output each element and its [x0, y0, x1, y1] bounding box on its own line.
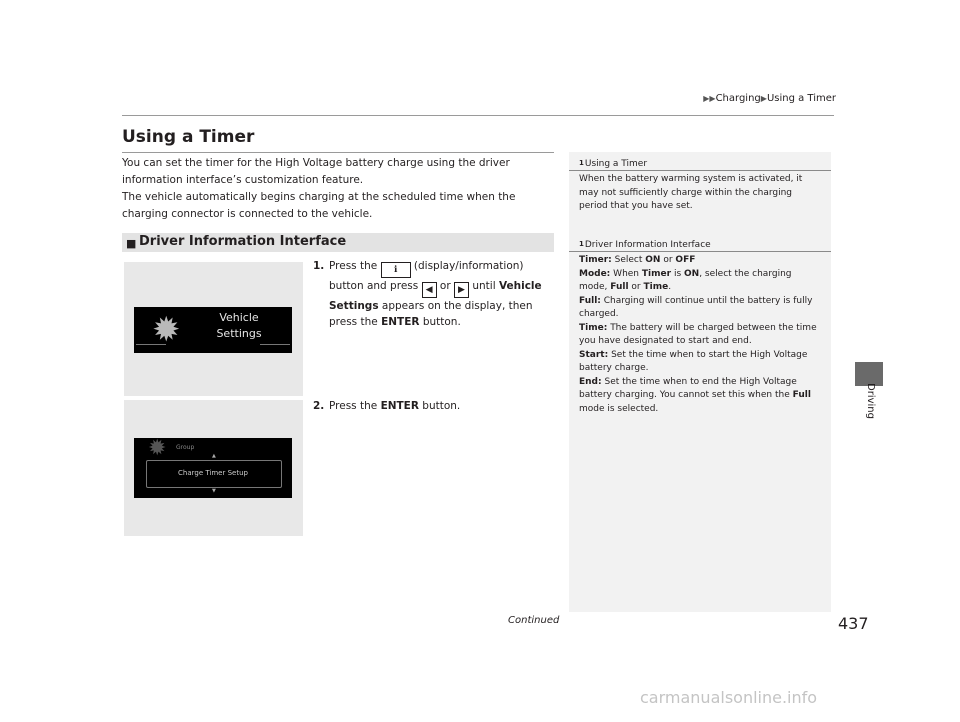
note-item-timer: Timer: Select ON or OFF [579, 255, 696, 265]
note-body: When the battery warming system is activated, it may not sufficiently charge within the charging period that you have set. [579, 174, 803, 211]
note-using-a-timer [569, 157, 831, 214]
screen-border [260, 344, 290, 353]
section-heading [122, 233, 554, 252]
note-item-time: Time: The battery will be charged between the time you have designated to start and end. [579, 322, 817, 346]
display-information-button-icon: ℹ [381, 262, 411, 278]
gear-icon: ✹ [152, 310, 181, 350]
intro-paragraph-1: You can set the timer for the High Voltage battery charge using the driver information interface’s customization feature. [122, 157, 510, 186]
step-number: 2. [313, 400, 325, 412]
page-number: 437 [838, 614, 869, 633]
breadcrumb-charging[interactable]: Charging [715, 93, 761, 104]
vehicle-settings-label: Vehicle Settings [216, 311, 262, 340]
chapter-tab-label: Driving [865, 383, 876, 419]
gear-icon: ✹ [148, 438, 167, 461]
note-driver-information-interface [569, 238, 831, 416]
breadcrumb [516, 93, 836, 104]
triangle-right-icon: ▶▶ [703, 94, 716, 103]
note-item-start: Start: Set the time when to start the High Voltage battery charge. [579, 349, 808, 373]
note-item-end: End: Set the time when to end the High Voltage battery charging. You cannot set this when the Full mode is selected. [579, 376, 811, 414]
triangle-right-icon: ▶ [760, 94, 767, 103]
note-heading: 1Driver Information Interface [569, 238, 831, 252]
display-photo-charge-timer [124, 400, 303, 536]
display-screen [134, 307, 292, 353]
note-item-mode: Mode: When Timer is ON, select the charging mode, Full or Time. [579, 268, 792, 292]
right-arrow-icon: ▶ [454, 282, 469, 298]
display-photo-vehicle-settings [124, 262, 303, 396]
display-screen [134, 438, 292, 498]
page-title: Using a Timer [122, 127, 255, 147]
down-arrow-icon: ▼ [212, 488, 216, 494]
screen-border [136, 344, 166, 353]
watermark: carmanualsonline.info [640, 688, 818, 707]
step-number: 1. [313, 260, 325, 272]
group-label: Group [176, 444, 195, 451]
continued-label: Continued [508, 615, 560, 626]
title-divider [122, 152, 554, 153]
section-heading-text: Driver Information Interface [139, 234, 347, 249]
step-1: 1. Press the ℹ (display/information) button and press ◀ or ▶ until Vehicle Settings appears on the display, then press the ENTER button. [313, 260, 542, 328]
charge-timer-setup-item: Charge Timer Setup [178, 469, 248, 477]
up-arrow-icon: ▲ [212, 453, 216, 459]
intro-text [122, 155, 562, 223]
note-heading: 1Using a Timer [569, 157, 831, 171]
breadcrumb-using-a-timer[interactable]: Using a Timer [766, 93, 836, 104]
section-marker-icon: ■ [126, 237, 137, 250]
note-item-full: Full: Charging will continue until the battery is fully charged. [579, 295, 813, 319]
intro-paragraph-2: The vehicle automatically begins charging at the scheduled time when the charging connector is connected to the vehicle. [122, 191, 516, 220]
step-2: 2. Press the ENTER button. [313, 400, 461, 412]
left-arrow-icon: ◀ [422, 282, 437, 298]
header-divider [122, 115, 834, 116]
